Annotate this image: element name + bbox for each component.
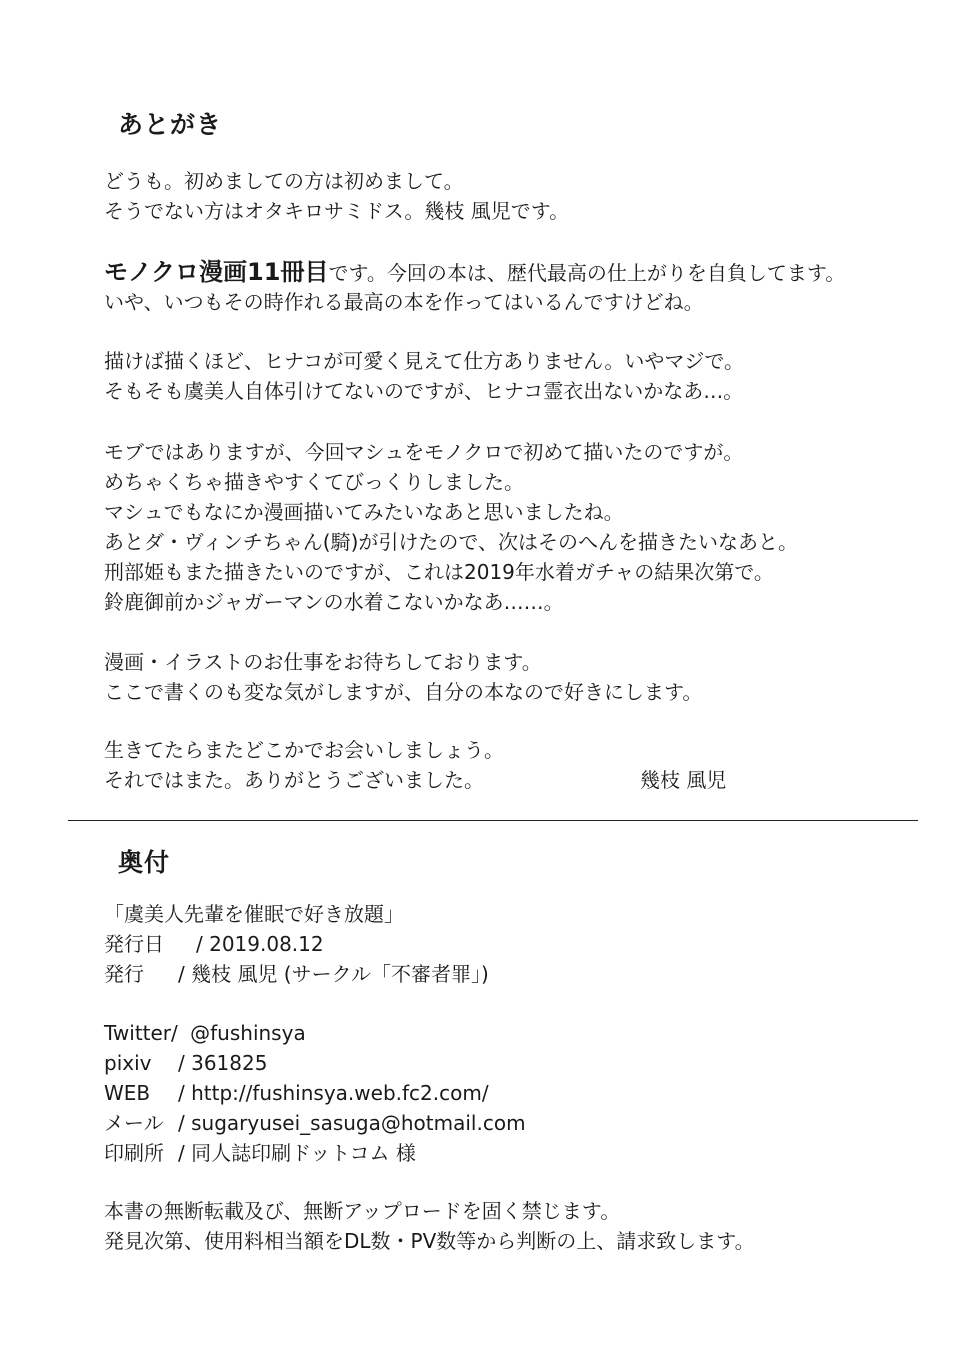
printer-row [104,1138,416,1168]
twitter-handle: @fushinsya [190,1021,306,1045]
text-line [104,257,944,287]
text-line: そうでない方はオタキロサミドス。幾枝 風児です。 [104,199,570,223]
afterword-hinako [104,346,944,406]
web-url: / http://fushinsya.web.fc2.com/ [178,1081,489,1105]
twitter-label: Twitter/ [104,1021,178,1045]
afterword-heading: あとがき [118,110,223,139]
text-line: マシュでもなにか漫画描いてみたいなあと思いましたね。 [104,500,624,524]
publisher-label: 発行 [104,962,144,986]
text-fragment: です。今回の本は、歴代最高の仕上がりを自負してます。 [328,261,846,285]
copyright-notice [104,1196,755,1256]
author-signature: 幾枝 風児 [640,768,727,792]
afterword-book-count [104,257,944,317]
web-label: WEB [104,1081,151,1105]
afterword-farewell [104,735,944,795]
afterword-mash [104,437,944,617]
pixiv-row [104,1048,306,1078]
text-line: いや、いつもその時作れる最高の本を作ってはいるんですけどね。 [104,290,704,314]
text-line: 描けば描くほど、ヒナコが可愛く見えて仕方ありません。いやマジで。 [104,349,744,373]
text-line: 刑部姫もまた描きたいのですが、これは2019年水着ガチャの結果次第で。 [104,560,774,584]
contact-info [104,1018,526,1168]
mail-address: / sugaryusei_sasuga@hotmail.com [178,1111,526,1135]
publish-date-row [104,929,404,959]
text-line: そもそも虞美人自体引けてないのですが、ヒナコ霊衣出ないかなあ…。 [104,379,744,403]
afterword-work-request [104,647,944,707]
text-line: 鈴鹿御前かジャガーマンの水着こないかなあ……。 [104,590,564,614]
publish-date-value: / 2019.08.12 [196,932,324,956]
printer-label: 印刷所 [104,1141,164,1165]
text-line: 生きてたらまたどこかでお会いしましょう。 [104,738,504,762]
mail-label: メール [104,1111,164,1135]
text-line: それではまた。ありがとうございました。 [104,768,484,792]
publisher-row [104,959,489,989]
section-divider [68,820,918,821]
text-line: 発見次第、使用料相当額をDL数・PV数等から判断の上、請求致します。 [104,1229,755,1253]
publication-info [104,899,489,989]
colophon-heading: 奥付 [118,848,171,877]
publisher-value: / 幾枝 風児 (サークル「不審者罪」) [178,962,489,986]
text-line: どうも。初めましての方は初めまして。 [104,169,464,193]
text-line: 本書の無断転載及び、無断アップロードを固く禁じます。 [104,1199,621,1223]
text-line: めちゃくちゃ描きやすくてびっくりしました。 [104,470,524,494]
book-title: 「虞美人先輩を催眠で好き放題」 [104,902,404,926]
twitter-row [104,1018,306,1048]
afterword-greeting [104,166,944,226]
text-line: ここで書くのも変な気がしますが、自分の本なので好きにします。 [104,680,703,704]
publish-date-label: 発行日 [104,932,164,956]
text-line: モブではありますが、今回マシュをモノクロで初めて描いたのですが。 [104,440,744,464]
printer-name: / 同人誌印刷ドットコム 様 [178,1141,416,1165]
emphasis-text: モノクロ漫画11冊目 [104,258,329,286]
mail-row [104,1108,526,1138]
text-line: 漫画・イラストのお仕事をお待ちしております。 [104,650,542,674]
text-line: あとダ・ヴィンチちゃん(騎)が引けたので、次はそのへんを描きたいなあと。 [104,530,799,554]
web-row [104,1078,489,1108]
pixiv-id: / 361825 [178,1051,268,1075]
pixiv-label: pixiv [104,1051,152,1075]
